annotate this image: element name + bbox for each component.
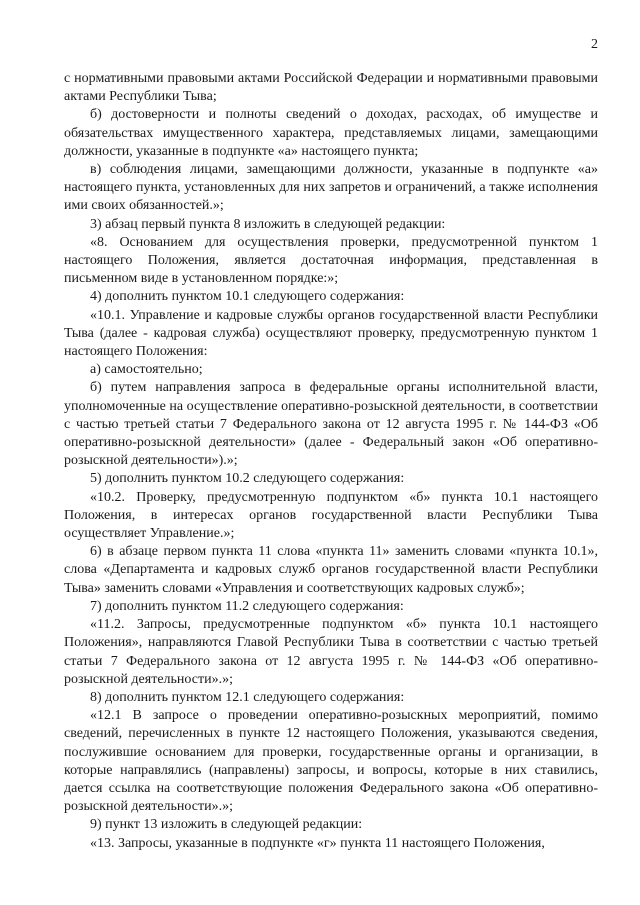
paragraph: «11.2. Запросы, предусмотренные подпунктом «б» пункта 10.1 настоящего Положения», направляются Главой Республики Тыва в соответствии с частью третьей статьи 7 Федерального закона от 12 августа 1995 г. № 144-ФЗ «Об оперативно-розыскной деятельности».»; [64,617,598,687]
paragraph: 3) абзац первый пункта 8 изложить в следующей редакции: [90,216,446,232]
document-body [64,70,598,853]
paragraph: с нормативными правовыми актами Российской Федерации и нормативными правовыми актами Республики Тыва; [64,71,598,105]
paragraph: 4) дополнить пунктом 10.1 следующего содержания: [90,289,405,305]
paragraph: 6) в абзаце первом пункта 11 слова «пункта 11» заменить словами «пункта 10.1», слова «Департамента и кадровых служб органов государственной власти Республики Тыва» заменить словами «Управления и соответствующих кадровых служб»; [64,544,598,596]
paragraph: 8) дополнить пунктом 12.1 следующего содержания: [90,689,405,705]
paragraph: «13. Запросы, указанные в подпункте «г» пункта 11 настоящего Положения, [90,835,545,851]
paragraph: «8. Основанием для осуществления проверки, предусмотренной пунктом 1 настоящего Положения, является достаточная информация, представленная в письменном виде в установленном порядке:»; [64,234,598,287]
paragraph: б) достоверности и полноты сведений о доходах, расходах, об имуществе и обязательствах имущественного характера, представляемых лицами, замещающими должности, указанные в подпункте «а» настоящего пункта; [64,107,598,159]
paragraph: «10.1. Управление и кадровые службы органов государственной власти Республики Тыва (далее - кадровая служба) осуществляют проверку, предусмотренную пунктом 1 настоящего Положения: [64,307,598,360]
page-number: 2 [591,37,598,52]
paragraph: «10.2. Проверку, предусмотренную подпунктом «б» пункта 10.1 настоящего Положения, в интересах органов государственной власти Республики Тыва осуществляет Управление.»; [64,489,598,542]
paragraph: 5) дополнить пунктом 10.2 следующего содержания: [90,471,405,487]
paragraph: а) самостоятельно; [90,362,203,378]
paragraph: б) путем направления запроса в федеральные органы исполнительной власти, уполномоченные на осуществление оперативно-розыскной деятельности, в соответствии с частью третьей статьи 7 Федерального закона от 12 августа 1995 г. № 144-ФЗ «Об оперативно-розыскной деятельности» (далее - Федеральный закон «Об оперативно-розыскной деятельности»).»; [64,380,598,469]
paragraph: 9) пункт 13 изложить в следующей редакции: [90,817,363,833]
paragraph: в) соблюдения лицами, замещающими должности, указанные в подпункте «а» настоящего пункта, установленных для них запретов и ограничений, а также исполнения ими своих обязанностей.»; [64,162,598,214]
paragraph: «12.1 В запросе о проведении оперативно-розыскных мероприятий, помимо сведений, перечисленных в пункте 12 настоящего Положения, указываются сведения, послужившие основанием для проверки, государственные органы и организации, в которые направлялись (направлены) запросы, и вопросы, которые в них ставились, дается ссылка на соответствующие положения Федерального закона «Об оперативно-розыскной деятельности».»; [64,708,598,815]
paragraph: 7) дополнить пунктом 11.2 следующего содержания: [90,598,404,614]
